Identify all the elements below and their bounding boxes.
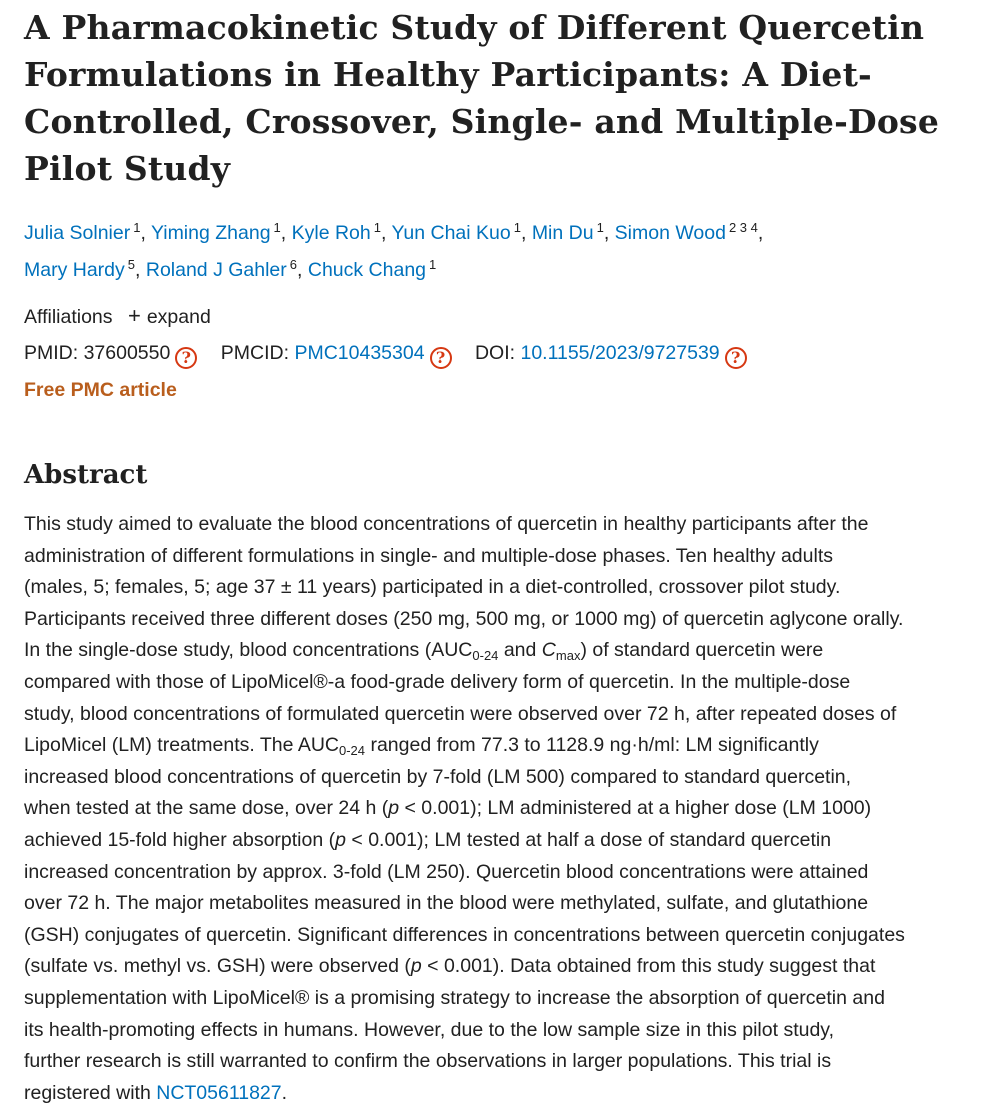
affiliation-ref[interactable]: 1 bbox=[373, 220, 381, 235]
pmid-label: PMID: 37600550 bbox=[24, 342, 171, 364]
abstract-line: (GSH) conjugates of quercetin. Significant differences in concentrations between quercetin conjugates bbox=[24, 923, 905, 946]
text-fragment: < 0.001). Data obtained from this study suggest that bbox=[421, 955, 876, 978]
article-title bbox=[24, 0, 964, 192]
abstract-line: over 72 h. The major metabolites measured in the blood were methylated, sulfate, and glutathione bbox=[24, 892, 869, 915]
affiliations-row bbox=[24, 301, 964, 332]
abstract-line bbox=[24, 825, 964, 857]
author-link[interactable]: Yiming Zhang bbox=[150, 222, 271, 244]
text-fragment: LipoMicel (LM) treatments. The AUC bbox=[24, 734, 339, 757]
author-list bbox=[24, 212, 964, 286]
abstract-line: compared with those of LipoMicel®-a food-grade delivery form of quercetin. In the multiple-dose bbox=[24, 670, 851, 693]
affiliation-ref[interactable]: 1 bbox=[133, 220, 141, 235]
abstract-line bbox=[24, 1078, 964, 1109]
italic-text: p bbox=[410, 955, 422, 978]
author-link[interactable]: Kyle Roh bbox=[291, 222, 371, 244]
abstract-line: increased concentration by approx. 3-fold (LM 250). Quercetin blood concentrations were attained bbox=[24, 860, 869, 883]
abstract-line: further research is still warranted to confirm the observations in larger populations. This trial is bbox=[24, 1050, 832, 1073]
subscript: max bbox=[555, 648, 581, 664]
pmcid-label: PMCID: bbox=[220, 342, 295, 364]
affiliation-ref[interactable]: 1 bbox=[596, 220, 604, 235]
italic-text: C bbox=[541, 639, 556, 662]
author-line: Julia Solnier $^1$, Yiming Zhang $^1$, Kyle Roh $^1$, Yun Chai Kuo $^1$, Min Du $^1$, Simon Wood $^{2 3 4}$, bbox=[24, 220, 764, 244]
abstract-line bbox=[24, 730, 964, 762]
doi bbox=[474, 342, 747, 367]
author-link[interactable]: Min Du bbox=[531, 222, 594, 244]
affiliation-ref[interactable]: 5 bbox=[127, 257, 136, 272]
abstract-line: supplementation with LipoMicel® is a promising strategy to increase the absorption of quercetin and bbox=[24, 986, 885, 1009]
pmcid bbox=[220, 342, 452, 367]
abstract-line: increased blood concentrations of quercetin by 7-fold (LM 500) compared to standard quercetin, bbox=[24, 765, 852, 788]
text-fragment: . bbox=[281, 1081, 288, 1104]
abstract-line: its health-promoting effects in humans. However, due to the low sample size in this pilot study, bbox=[24, 1018, 835, 1041]
text-fragment: when tested at the same dose, over 24 h ( bbox=[24, 797, 389, 820]
author-link[interactable]: Julia Solnier bbox=[24, 222, 131, 244]
affiliation-ref[interactable]: 2 3 4 bbox=[728, 220, 758, 235]
author-link[interactable]: Roland J Gahler bbox=[145, 259, 287, 281]
abstract-line bbox=[24, 635, 964, 667]
title-line: A Pharmacokinetic Study of Different Quercetin bbox=[24, 8, 925, 47]
text-fragment: ranged from 77.3 to 1128.9 ng·h/ml: LM significantly bbox=[365, 734, 819, 757]
article-identifiers bbox=[24, 338, 964, 369]
expand-affiliations-button[interactable] bbox=[127, 303, 211, 328]
text-fragment: achieved 15-fold higher absorption ( bbox=[24, 828, 336, 851]
copy-icon[interactable]: ? bbox=[725, 347, 747, 369]
text-fragment: (sulfate vs. methyl vs. GSH) were observed ( bbox=[24, 955, 411, 978]
free-pmc-article-badge[interactable]: Free PMC article bbox=[24, 379, 177, 401]
doi-label: DOI: bbox=[474, 342, 521, 364]
author-link[interactable]: Chuck Chang bbox=[307, 259, 427, 281]
title-line: Controlled, Crossover, Single- and Multiple-Dose bbox=[24, 102, 940, 141]
copy-icon[interactable]: ? bbox=[175, 347, 197, 369]
title-line: Pilot Study bbox=[24, 149, 231, 188]
title-line: Formulations in Healthy Participants: A Diet- bbox=[24, 55, 872, 94]
abstract-heading: Abstract bbox=[24, 460, 148, 490]
plus-icon: + bbox=[127, 303, 141, 328]
abstract-line bbox=[24, 793, 964, 825]
abstract-line: This study aimed to evaluate the blood concentrations of quercetin in healthy participants after the bbox=[24, 513, 869, 535]
abstract-text bbox=[24, 509, 964, 1109]
italic-text: p bbox=[388, 797, 400, 820]
copy-icon[interactable]: ? bbox=[430, 347, 452, 369]
pmid bbox=[24, 342, 197, 367]
affiliation-ref[interactable]: 1 bbox=[513, 220, 521, 235]
expand-label: expand bbox=[146, 306, 211, 328]
trial-registry-link[interactable]: NCT05611827 bbox=[156, 1081, 282, 1104]
doi-link[interactable]: 10.1155/2023/9727539 bbox=[520, 342, 720, 364]
abstract-line bbox=[24, 951, 964, 983]
text-fragment: ) of standard quercetin were bbox=[580, 639, 824, 662]
text-fragment: < 0.001); LM administered at a higher dose (LM 1000) bbox=[399, 797, 872, 820]
subscript: 0-24 bbox=[472, 648, 499, 664]
abstract-line: administration of different formulations in single- and multiple-dose phases. Ten healthy adults bbox=[24, 544, 833, 567]
abstract-line: (males, 5; females, 5; age 37 ± 11 years) participated in a diet-controlled, crossover pilot study. bbox=[24, 576, 841, 599]
text-fragment: < 0.001); LM tested at half a dose of standard quercetin bbox=[345, 828, 832, 851]
author-link[interactable]: Mary Hardy bbox=[24, 259, 125, 281]
abstract-line: study, blood concentrations of formulated quercetin were observed over 72 h, after repeated doses of bbox=[24, 702, 897, 725]
pmcid-link[interactable]: PMC10435304 bbox=[294, 342, 425, 364]
author-link[interactable]: Yun Chai Kuo bbox=[391, 222, 511, 244]
affiliation-ref[interactable]: 6 bbox=[289, 257, 298, 272]
text-fragment: registered with bbox=[24, 1081, 157, 1104]
affiliations-label: Affiliations bbox=[24, 306, 113, 328]
italic-text: p bbox=[335, 828, 346, 851]
text-fragment: In the single-dose study, blood concentrations (AUC bbox=[24, 639, 473, 662]
author-link[interactable]: Simon Wood bbox=[614, 222, 726, 244]
subscript: 0-24 bbox=[339, 743, 366, 759]
text-fragment: and bbox=[498, 639, 542, 662]
affiliation-ref[interactable]: 1 bbox=[273, 220, 281, 235]
affiliation-ref[interactable]: 1 bbox=[429, 257, 437, 272]
abstract-line: Participants received three different doses (250 mg, 500 mg, or 1000 mg) of quercetin aglycone orally. bbox=[24, 607, 904, 630]
author-line: Mary Hardy $^5$, Roland J Gahler $^6$, Chuck Chang $^1$ bbox=[24, 257, 437, 281]
